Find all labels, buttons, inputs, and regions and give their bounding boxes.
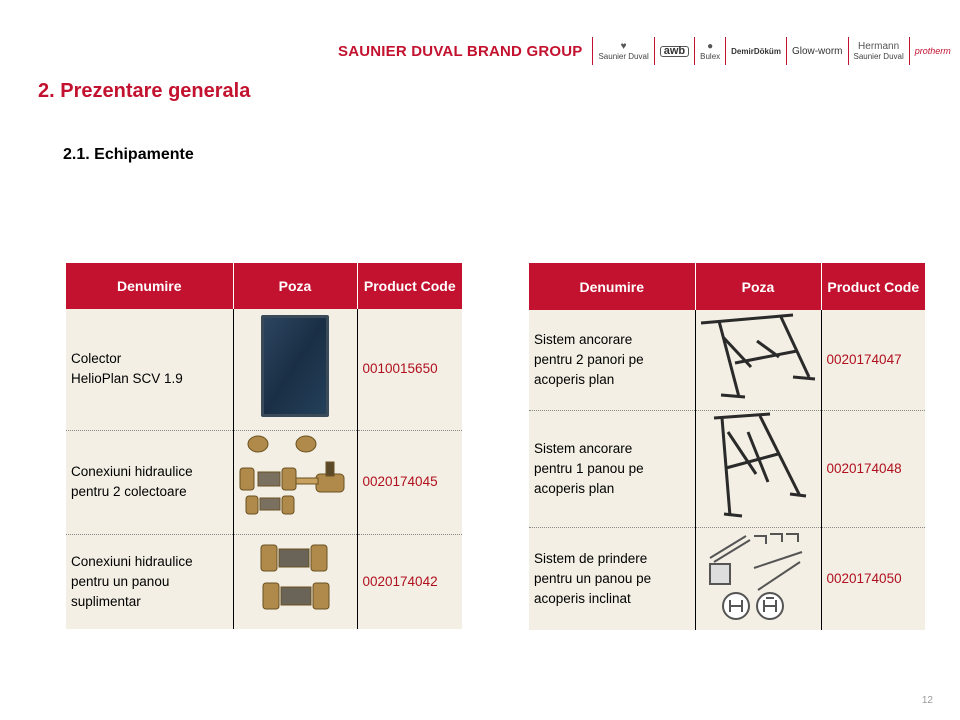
brand-group-title: SAUNIER DUVAL BRAND GROUP [338, 42, 583, 60]
product-code: 0020174048 [821, 410, 925, 527]
hydraulic-connections-2-collectors-image [236, 434, 354, 524]
table-row [529, 310, 925, 410]
column-header-picture: Poza [233, 263, 357, 309]
anchoring-frame-1-panel-image [708, 412, 808, 520]
section-heading [38, 80, 250, 103]
table-header-row [66, 263, 462, 309]
column-header-product-code: Product Code [821, 263, 925, 310]
solar-collector-image [259, 314, 331, 418]
product-picture-cell [233, 309, 357, 430]
glow-worm-logo-icon: Glow-worm [786, 37, 848, 65]
subsection-title: Echipamente [94, 146, 194, 163]
demirdokum-logo-icon: DemirDöküm [725, 37, 786, 65]
product-name: Conexiuni hidraulice pentru 2 colectoare [66, 430, 233, 534]
brand-bar [338, 36, 956, 66]
subsection-heading [63, 146, 194, 164]
product-picture-cell [233, 534, 357, 629]
table-row [66, 430, 462, 534]
product-name: Sistem ancorare pentru 1 panou pe acoperis plan [529, 410, 695, 527]
product-code: 0020174047 [821, 310, 925, 410]
anchoring-frame-2-panels-image [697, 311, 819, 403]
equipment-table-right [529, 263, 925, 630]
equipment-table-left [66, 263, 462, 629]
hydraulic-connections-extra-panel-image [255, 539, 335, 619]
column-header-picture: Poza [695, 263, 821, 310]
page-number: 12 [921, 695, 933, 706]
column-header-name: Denumire [529, 263, 695, 310]
subsection-number: 2.1. [63, 146, 90, 163]
product-code: 0010015650 [357, 309, 462, 430]
table-row [529, 410, 925, 527]
product-code: 0020174045 [357, 430, 462, 534]
bulex-logo-icon: ● Bulex [694, 37, 725, 65]
pitched-roof-mounting-kit-image [706, 528, 810, 624]
product-picture-cell [695, 410, 821, 527]
awb-logo-icon: awb [654, 37, 694, 65]
table-row [66, 309, 462, 430]
product-code: 0020174042 [357, 534, 462, 629]
product-name: Colector HelioPlan SCV 1.9 [66, 309, 233, 430]
section-title: Prezentare generala [60, 80, 251, 102]
product-name: Sistem ancorare pentru 2 panori pe acoperis plan [529, 310, 695, 410]
table-header-row [529, 263, 925, 310]
table-row [66, 534, 462, 629]
product-picture-cell [695, 527, 821, 630]
product-code: 0020174050 [821, 527, 925, 630]
brand-logos [592, 37, 955, 65]
product-name: Sistem de prindere pentru un panou pe acoperis inclinat [529, 527, 695, 630]
hermann-logo-icon: Hermann Saunier Duval [848, 37, 909, 65]
section-number: 2. [38, 80, 55, 102]
product-picture-cell [695, 310, 821, 410]
protherm-logo-icon: protherm [909, 37, 956, 65]
saunier-duval-logo-icon: ♥ Saunier Duval [592, 37, 653, 65]
table-row [529, 527, 925, 630]
column-header-product-code: Product Code [357, 263, 462, 309]
product-picture-cell [233, 430, 357, 534]
column-header-name: Denumire [66, 263, 233, 309]
product-name: Conexiuni hidraulice pentru un panou suplimentar [66, 534, 233, 629]
